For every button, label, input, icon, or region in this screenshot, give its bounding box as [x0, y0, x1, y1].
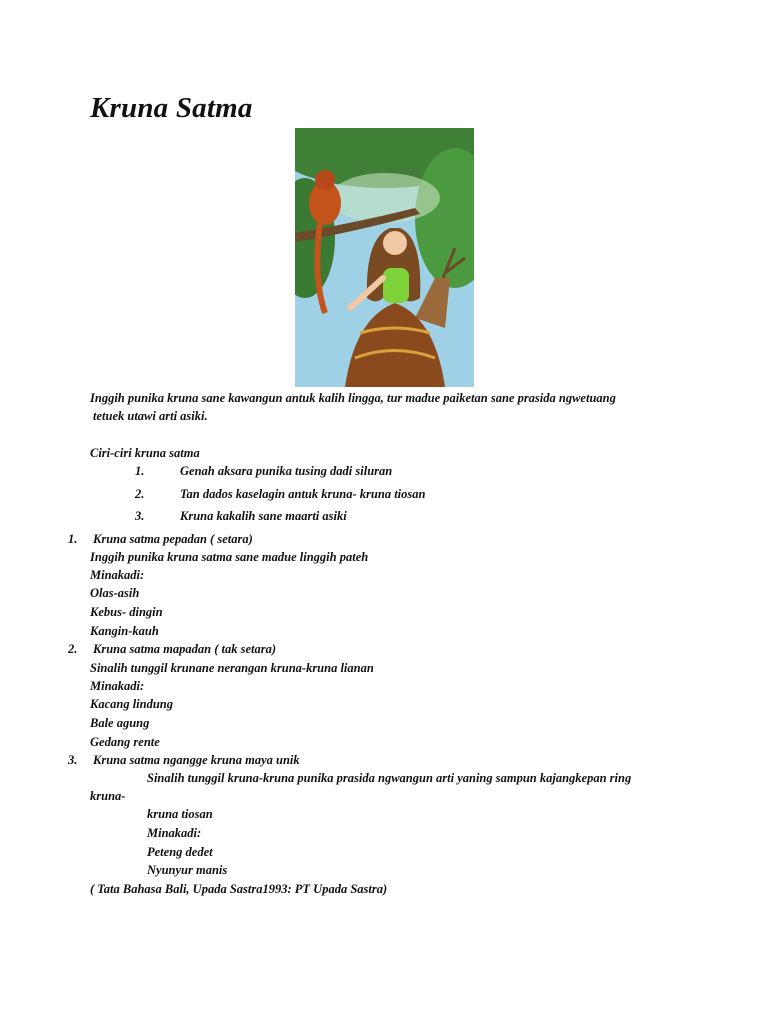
ciri-item-text: Kruna kakalih sane maarti asiki	[180, 509, 347, 523]
section-2-number: 2.	[68, 642, 78, 656]
section-3-description: Sinalih tunggil kruna-kruna punika prasida ngwangun arti yaning sampun kajangkepan ring	[147, 771, 632, 785]
forest-goddess-illustration	[295, 128, 474, 387]
monkey-head	[315, 170, 335, 190]
ciri-item-text: Genah aksara punika tusing dadi siluran	[180, 464, 393, 478]
section-1-example: Olas-asih	[90, 586, 140, 600]
ciri-item-number: 2.	[135, 487, 145, 501]
section-1-description: Inggih punika kruna satma sane madue linggih pateh	[90, 550, 369, 564]
goddess-face	[383, 231, 407, 255]
section-2-example: Kacang lindung	[90, 697, 174, 711]
section-1-example: Kebus- dingin	[90, 605, 163, 619]
section-1-number: 1.	[68, 532, 78, 546]
section-3-description-cont: kruna tiosan	[147, 807, 213, 821]
section-2-example-label: Minakadi:	[90, 679, 145, 693]
section-2-description: Sinalih tunggil krunane nerangan kruna-kruna lianan	[90, 661, 374, 675]
ciri-item-number: 3.	[135, 509, 145, 523]
section-1-heading: Kruna satma pepadan ( setara)	[93, 532, 253, 546]
ciri-item-text: Tan dados kaselagin antuk kruna- kruna tiosan	[180, 487, 426, 501]
section-2-example: Bale agung	[90, 716, 150, 730]
section-2-heading: Kruna satma mapadan ( tak setara)	[93, 642, 277, 656]
section-3-number: 3.	[68, 753, 78, 767]
section-1-example-label: Minakadi:	[90, 568, 145, 582]
section-3-description-cont: kruna-	[90, 789, 126, 803]
citation: ( Tata Bahasa Bali, Upada Sastra1993: PT Upada Sastra)	[90, 882, 388, 896]
section-3-heading: Kruna satma ngangge kruna maya unik	[93, 753, 300, 767]
ciri-heading: Ciri-ciri kruna satma	[90, 446, 200, 460]
section-3-example: Nyunyur manis	[147, 863, 228, 877]
goddess-bodice	[383, 268, 409, 303]
page-title: Kruna Satma	[90, 92, 253, 124]
intro-line-1: Inggih punika kruna sane kawangun antuk kalih lingga, tur madue paiketan sane prasida ngwetuang	[90, 391, 616, 405]
section-3-example: Peteng dedet	[147, 845, 213, 859]
ciri-item-number: 1.	[135, 464, 145, 478]
section-2-example: Gedang rente	[90, 735, 160, 749]
section-1-example: Kangin-kauh	[90, 624, 159, 638]
section-3-example-label: Minakadi:	[147, 826, 202, 840]
intro-line-2: tetuek utawi arti asiki.	[93, 409, 208, 423]
illustration-svg	[295, 128, 474, 387]
